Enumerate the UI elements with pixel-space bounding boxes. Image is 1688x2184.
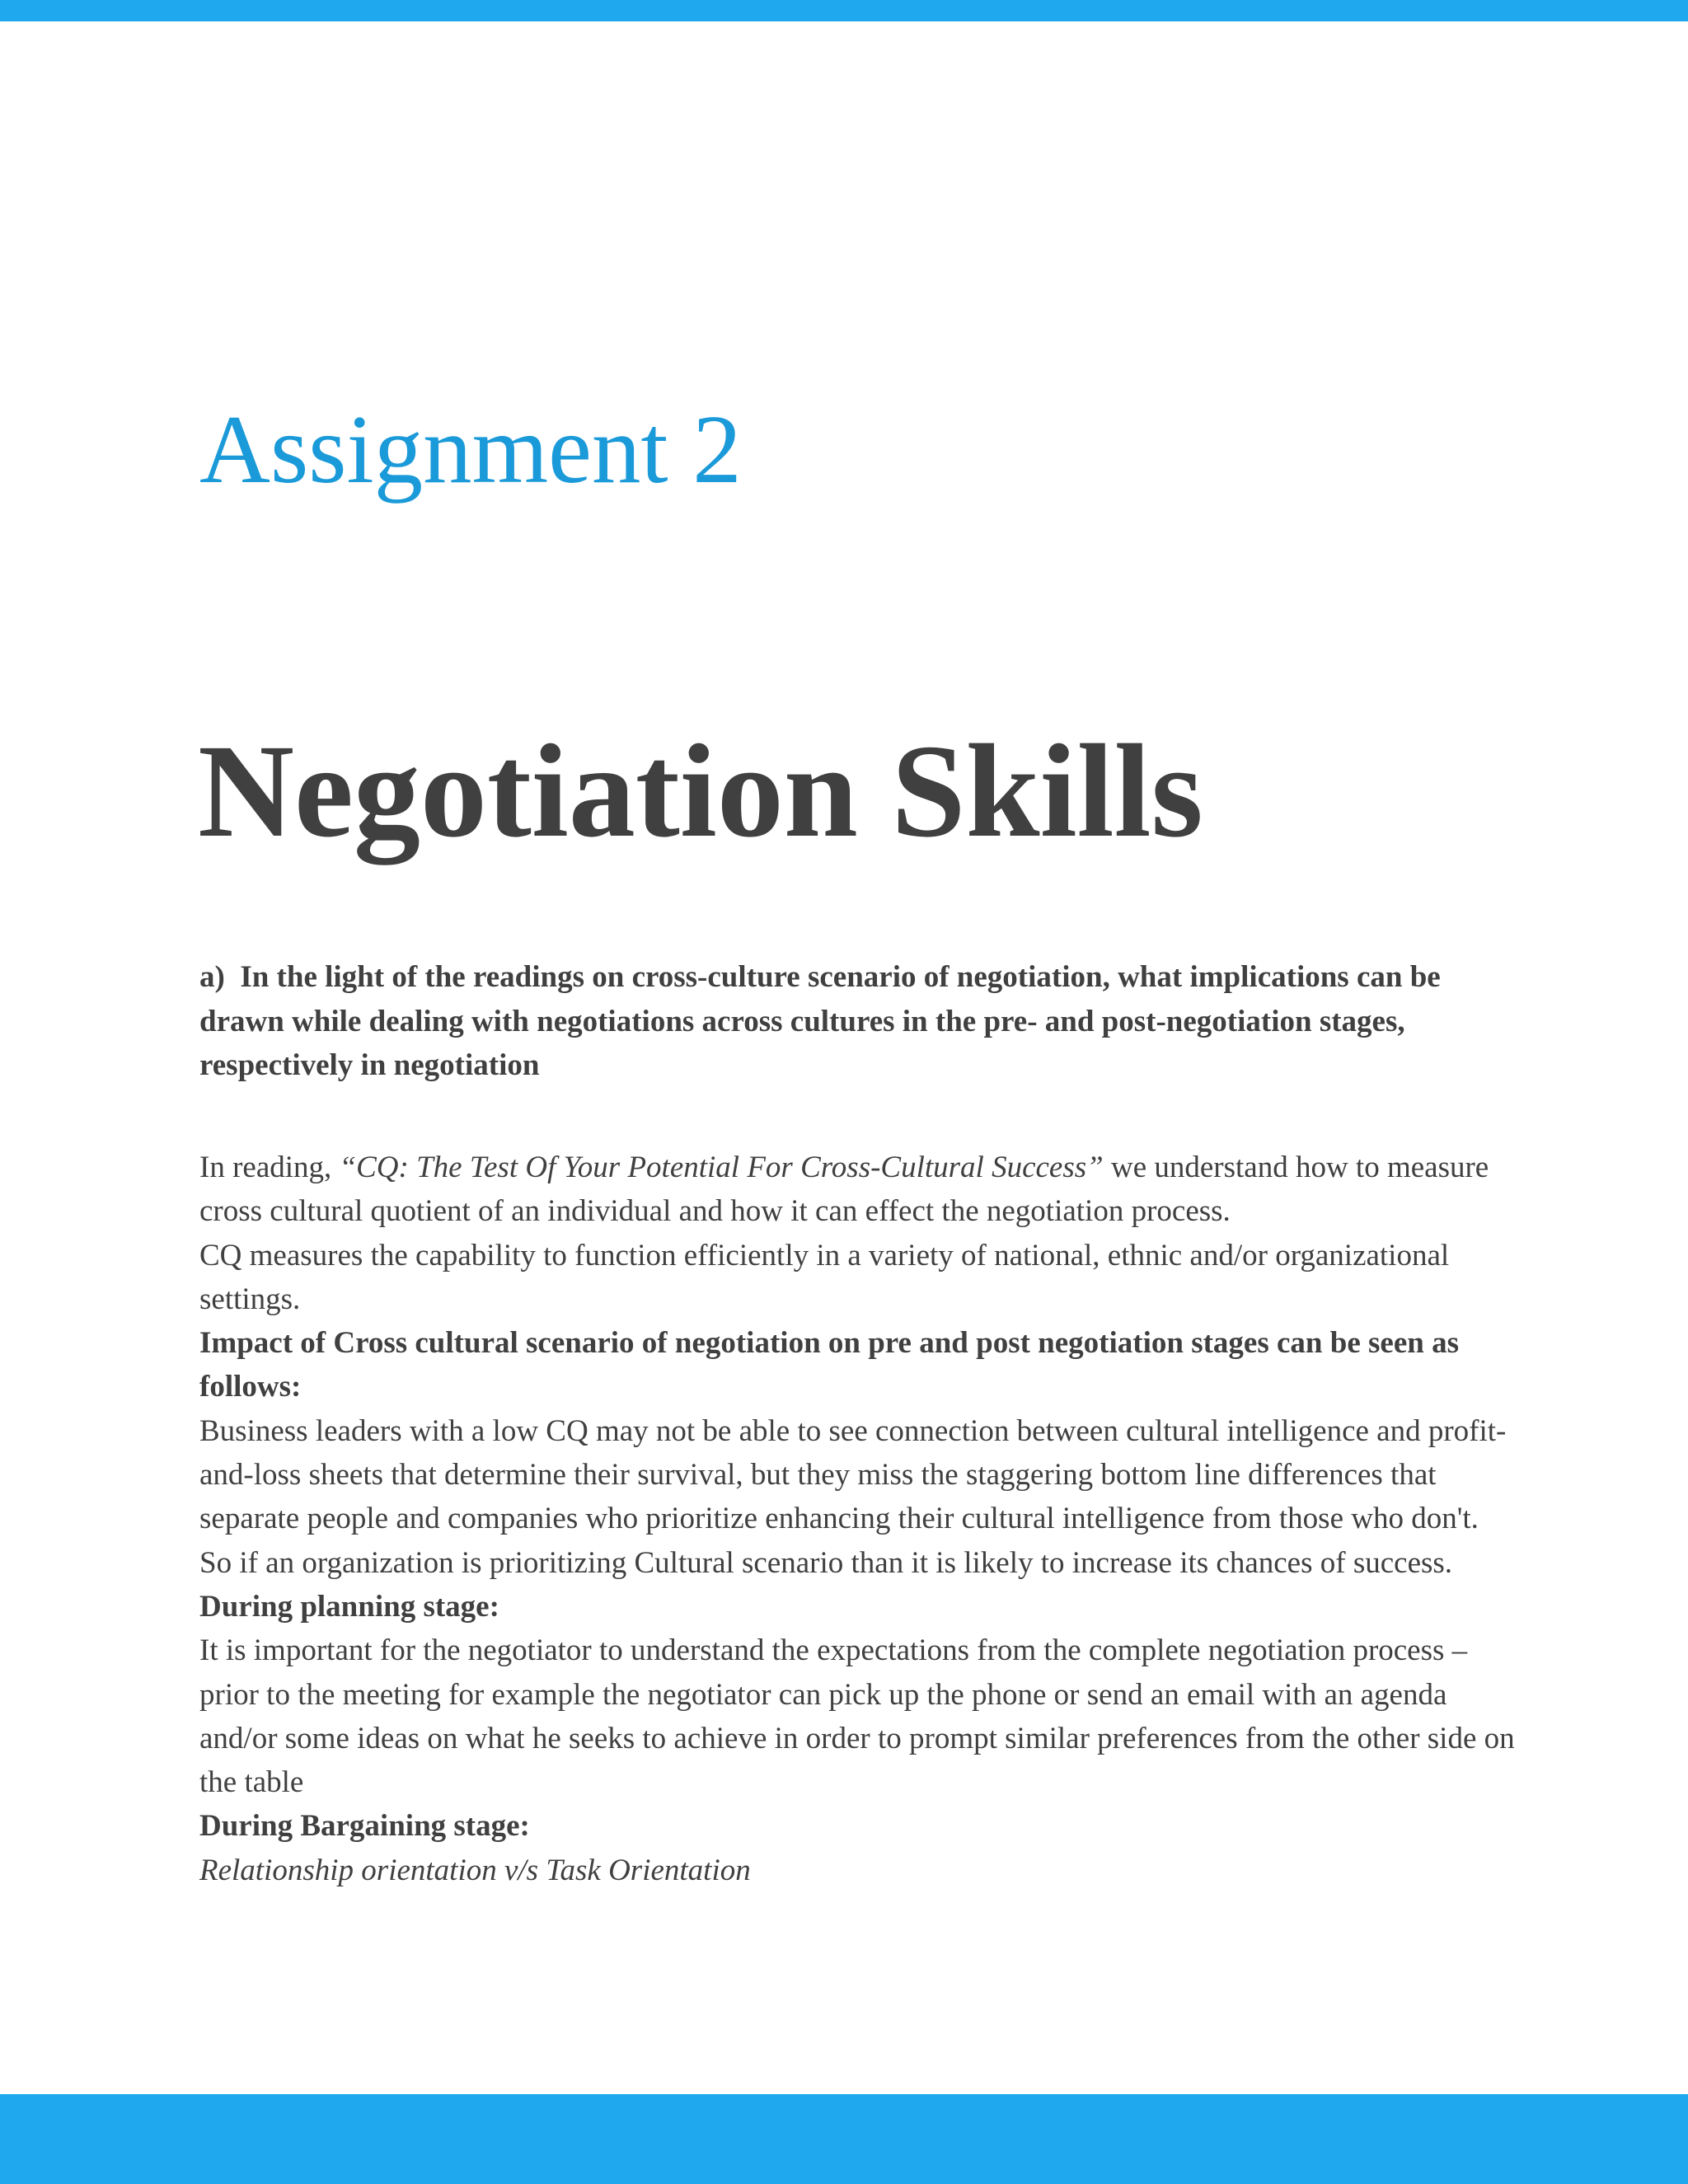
bargaining-subheading: Relationship orientation v/s Task Orientation	[199, 1853, 751, 1887]
intro-rest: we understand how to measure cross cultural quotient of an individual and how it can effect the negotiation process.	[199, 1151, 1489, 1229]
document-title: Negotiation Skills	[198, 718, 1203, 865]
intro-lead: In reading,	[199, 1151, 340, 1184]
planning-paragraph: It is important for the negotiator to understand the expectations from the complete negotiation process – prior to the meeting for example the negotiator can pick up the phone or send an email with an agenda and/or some ideas on what he seeks to achieve in order to prompt similar preferences from the other side on the table	[199, 1633, 1515, 1800]
impact-heading: Impact of Cross cultural scenario of negotiation on pre and post negotiation stages can be seen as follows:	[199, 1326, 1459, 1404]
reading-title: “CQ: The Test Of Your Potential For Cross-Cultural Success”	[339, 1151, 1104, 1184]
bargaining-heading: During Bargaining stage:	[199, 1809, 530, 1844]
impact-paragraph: Business leaders with a low CQ may not be able to see connection between cultural intelligence and profit-and-loss sheets that determine their survival, but they miss the staggering bottom line differences that separate people and companies who prioritize enhancing their cultural intelligence from those who don't. So if an organization is prioritizing Cultural scenario than it is likely to increase its chances of success.	[199, 1413, 1507, 1580]
answer-body	[199, 1146, 1518, 1892]
top-accent-bar	[0, 0, 1688, 21]
cq-definition: CQ measures the capability to function efficiently in a variety of national, ethnic and/or organizational settings.	[199, 1238, 1450, 1316]
planning-heading: During planning stage:	[199, 1589, 499, 1624]
question-block	[199, 955, 1485, 1088]
intro-paragraph	[199, 1146, 1518, 1234]
question-prefix: a)	[199, 960, 225, 994]
document-subtitle: Assignment 2	[199, 395, 742, 504]
bottom-accent-bar	[0, 2094, 1688, 2184]
question-text: In the light of the readings on cross-culture scenario of negotiation, what implications can be drawn while dealing with negotiations across cultures in the pre- and post-negotiation stages, respectively in negotiation	[199, 960, 1441, 1082]
